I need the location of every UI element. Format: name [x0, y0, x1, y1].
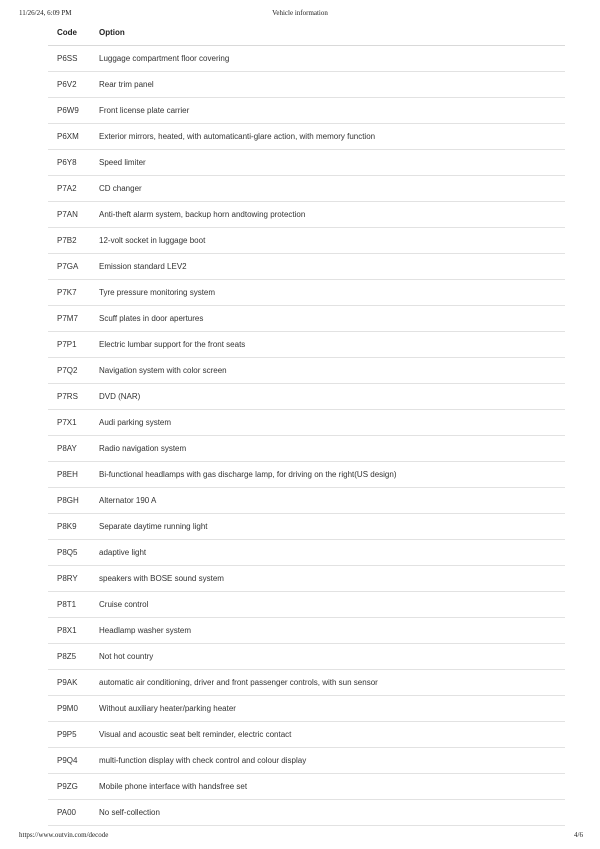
option-description: Audi parking system [99, 410, 565, 436]
option-description: Not hot country [99, 644, 565, 670]
option-description: Emission standard LEV2 [99, 254, 565, 280]
option-code: P7M7 [48, 306, 99, 332]
option-code: P8RY [48, 566, 99, 592]
option-description: Tyre pressure monitoring system [99, 280, 565, 306]
option-description: Anti-theft alarm system, backup horn andtowing protection [99, 202, 565, 228]
option-description: Cruise control [99, 592, 565, 618]
option-code: P9AK [48, 670, 99, 696]
options-table [48, 20, 565, 826]
print-date: 11/26/24, 6:09 PM [19, 9, 72, 17]
option-description: Luggage compartment floor covering [99, 46, 565, 72]
table-row [48, 384, 565, 410]
option-code: P8K9 [48, 514, 99, 540]
option-code: P6Y8 [48, 150, 99, 176]
option-code: P8X1 [48, 618, 99, 644]
option-description: Separate daytime running light [99, 514, 565, 540]
table-row [48, 696, 565, 722]
table-row [48, 228, 565, 254]
option-code: P7RS [48, 384, 99, 410]
table-row [48, 540, 565, 566]
table-row [48, 124, 565, 150]
option-code: P9P5 [48, 722, 99, 748]
page-number: 4/6 [574, 831, 583, 839]
option-description: Electric lumbar support for the front seats [99, 332, 565, 358]
table-row [48, 150, 565, 176]
table-row [48, 98, 565, 124]
option-description: Scuff plates in door apertures [99, 306, 565, 332]
option-code: P6SS [48, 46, 99, 72]
option-description: Exterior mirrors, heated, with automaticanti-glare action, with memory function [99, 124, 565, 150]
table-row [48, 358, 565, 384]
option-description: Without auxiliary heater/parking heater [99, 696, 565, 722]
table-row [48, 332, 565, 358]
table-row [48, 800, 565, 826]
table-row [48, 72, 565, 98]
option-description: Front license plate carrier [99, 98, 565, 124]
option-description: automatic air conditioning, driver and front passenger controls, with sun sensor [99, 670, 565, 696]
option-description: Mobile phone interface with handsfree set [99, 774, 565, 800]
option-description: speakers with BOSE sound system [99, 566, 565, 592]
table-row [48, 566, 565, 592]
option-code: P8Z5 [48, 644, 99, 670]
option-description: DVD (NAR) [99, 384, 565, 410]
option-code: P7GA [48, 254, 99, 280]
option-code: P8Q5 [48, 540, 99, 566]
option-description: 12-volt socket in luggage boot [99, 228, 565, 254]
option-code: P9Q4 [48, 748, 99, 774]
option-description: Visual and acoustic seat belt reminder, electric contact [99, 722, 565, 748]
option-description: adaptive light [99, 540, 565, 566]
option-description: No self-collection [99, 800, 565, 826]
table-row [48, 202, 565, 228]
table-row [48, 514, 565, 540]
option-code: P6V2 [48, 72, 99, 98]
option-code: P6W9 [48, 98, 99, 124]
footer-url: https://www.outvin.com/decode [19, 831, 109, 839]
option-description: Speed limiter [99, 150, 565, 176]
table-row [48, 436, 565, 462]
table-row [48, 592, 565, 618]
page-title: Vehicle information [272, 9, 328, 17]
option-description: Rear trim panel [99, 72, 565, 98]
table-row [48, 462, 565, 488]
option-description: Bi-functional headlamps with gas discharge lamp, for driving on the right(US design) [99, 462, 565, 488]
column-header-code: Code [48, 20, 99, 46]
table-row [48, 644, 565, 670]
option-code: P7Q2 [48, 358, 99, 384]
option-code: P8EH [48, 462, 99, 488]
option-description: Radio navigation system [99, 436, 565, 462]
table-row [48, 280, 565, 306]
option-code: P7P1 [48, 332, 99, 358]
column-header-option: Option [99, 20, 565, 46]
table-row [48, 46, 565, 72]
table-row [48, 618, 565, 644]
option-description: CD changer [99, 176, 565, 202]
table-row [48, 488, 565, 514]
option-description: multi-function display with check control and colour display [99, 748, 565, 774]
table-row [48, 410, 565, 436]
option-description: Alternator 190 A [99, 488, 565, 514]
option-code: P7X1 [48, 410, 99, 436]
table-row [48, 722, 565, 748]
option-code: P7B2 [48, 228, 99, 254]
option-code: P8GH [48, 488, 99, 514]
table-row [48, 748, 565, 774]
table-row [48, 306, 565, 332]
option-code: P7K7 [48, 280, 99, 306]
table-header-row [48, 20, 565, 46]
option-code: P9ZG [48, 774, 99, 800]
option-description: Navigation system with color screen [99, 358, 565, 384]
option-code: P9M0 [48, 696, 99, 722]
option-code: P8AY [48, 436, 99, 462]
option-code: P7AN [48, 202, 99, 228]
table-row [48, 176, 565, 202]
option-code: PA00 [48, 800, 99, 826]
option-code: P7A2 [48, 176, 99, 202]
option-code: P8T1 [48, 592, 99, 618]
option-description: Headlamp washer system [99, 618, 565, 644]
option-code: P6XM [48, 124, 99, 150]
table-row [48, 774, 565, 800]
table-body [48, 46, 565, 826]
table-row [48, 254, 565, 280]
table-row [48, 670, 565, 696]
